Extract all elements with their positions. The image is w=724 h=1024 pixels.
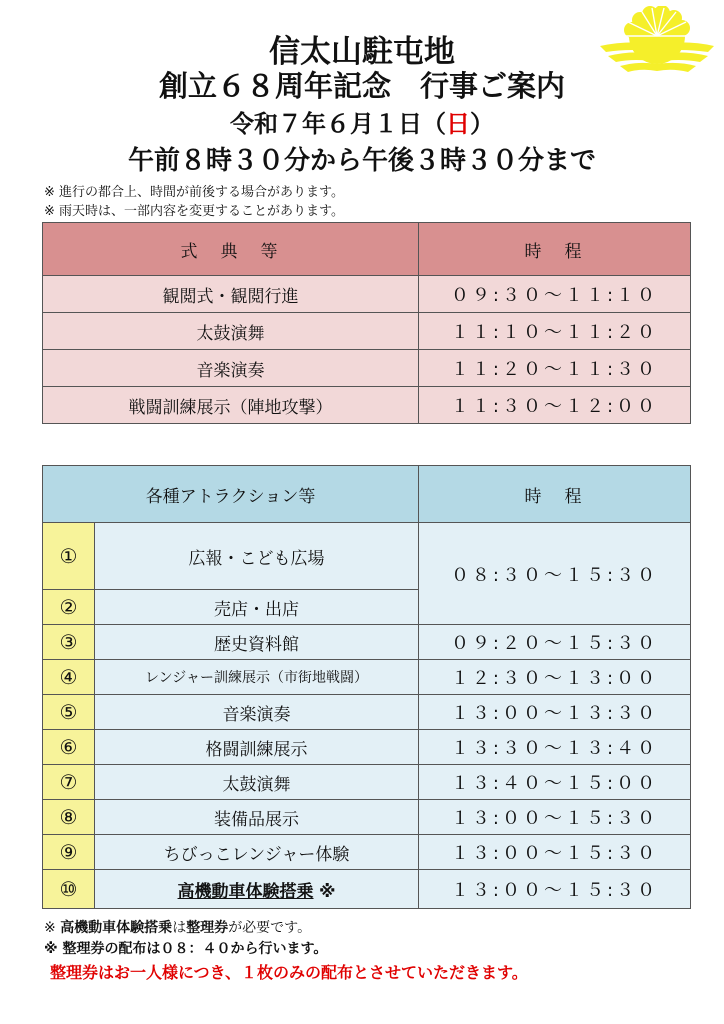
attraction-name: 売店・出店 bbox=[95, 590, 419, 625]
table-row bbox=[43, 765, 691, 800]
footer-note-limit: 整理券はお一人様につき、１枚のみの配布とさせていただきます。 bbox=[50, 963, 528, 982]
event-hours: 午前８時３０分から午後３時３０分まで bbox=[127, 146, 596, 176]
table-row bbox=[43, 625, 691, 660]
attraction-time: ０９:２０～１５:３０ bbox=[419, 625, 691, 660]
table-row bbox=[43, 350, 691, 387]
attraction-name: レンジャー訓練展示（市街地戦闘） bbox=[95, 660, 419, 695]
footer-note-particle: は bbox=[172, 920, 187, 936]
attraction-time: １３:４０～１５:００ bbox=[419, 765, 691, 800]
attraction-number: ⑦ bbox=[43, 765, 95, 800]
ceremony-event: 観閲式・観閲行進 bbox=[43, 276, 419, 313]
table-row bbox=[43, 800, 691, 835]
attraction-number: ⑤ bbox=[43, 695, 95, 730]
attraction-header-time: 時 程 bbox=[419, 466, 691, 523]
table-row bbox=[43, 695, 691, 730]
attraction-number: ⑩ bbox=[43, 870, 95, 909]
attraction-number: ④ bbox=[43, 660, 95, 695]
attraction-name: 歴史資料館 bbox=[95, 625, 419, 660]
table-row bbox=[43, 730, 691, 765]
page-subtitle: 創立６８周年記念 行事ご案内 bbox=[158, 69, 565, 103]
attraction-number: ② bbox=[43, 590, 95, 625]
attraction-name: 音楽演奏 bbox=[95, 695, 419, 730]
ceremony-time: １１:３０～１２:００ bbox=[419, 387, 691, 424]
ceremony-time: １１:１０～１１:２０ bbox=[419, 313, 691, 350]
attraction-number: ③ bbox=[43, 625, 95, 660]
attraction-time: ０８:３０～１５:３０ bbox=[419, 523, 691, 625]
event-date bbox=[0, 104, 724, 139]
footer-note-required: が必要です。 bbox=[228, 920, 312, 936]
event-date-day: 日 bbox=[446, 110, 470, 138]
attraction-name: 装備品展示 bbox=[95, 800, 419, 835]
event-date-prefix: 令和７年６月１日（ bbox=[230, 110, 446, 138]
ceremony-event: 音楽演奏 bbox=[43, 350, 419, 387]
table-row bbox=[43, 660, 691, 695]
attraction-mark: ※ bbox=[318, 881, 336, 902]
attraction-number: ⑥ bbox=[43, 730, 95, 765]
attraction-time: １３:００～１３:３０ bbox=[419, 695, 691, 730]
attraction-number: ① bbox=[43, 523, 95, 590]
attraction-header-name: 各種アトラクション等 bbox=[43, 466, 419, 523]
attraction-name: 格闘訓練展示 bbox=[95, 730, 419, 765]
ceremony-table-header bbox=[43, 223, 691, 276]
table-row bbox=[43, 870, 691, 909]
ceremony-time: ０９:３０～１１:１０ bbox=[419, 276, 691, 313]
table-row bbox=[43, 276, 691, 313]
ceremony-event: 戦闘訓練展示（陣地攻撃） bbox=[43, 387, 419, 424]
attraction-name: ちびっこレンジャー体験 bbox=[95, 835, 419, 870]
ceremony-header-time: 時 程 bbox=[419, 223, 691, 276]
page-title: 信太山駐屯地 bbox=[269, 34, 455, 70]
attraction-time: １３:００～１５:３０ bbox=[419, 800, 691, 835]
attraction-time: １２:３０～１３:００ bbox=[419, 660, 691, 695]
attraction-number: ⑧ bbox=[43, 800, 95, 835]
attraction-table-header bbox=[43, 466, 691, 523]
note-schedule-change: ※ 進行の都合上、時間が前後する場合があります。 bbox=[44, 185, 344, 200]
attraction-name-cell bbox=[95, 870, 419, 909]
attraction-time: １３:００～１５:３０ bbox=[419, 835, 691, 870]
ceremony-event: 太鼓演舞 bbox=[43, 313, 419, 350]
footer-note-prefix: ※ bbox=[44, 920, 61, 936]
table-row bbox=[43, 835, 691, 870]
ceremony-header-event: 式 典 等 bbox=[43, 223, 419, 276]
table-row bbox=[43, 313, 691, 350]
footer-note-distribution: ※ 整理券の配布は０８：４０から行います。 bbox=[44, 941, 328, 957]
table-row bbox=[43, 523, 691, 590]
attraction-name: 太鼓演舞 bbox=[95, 765, 419, 800]
note-rain: ※ 雨天時は、一部内容を変更することがあります。 bbox=[44, 204, 344, 219]
attraction-time: １３:００～１５:３０ bbox=[419, 870, 691, 909]
attraction-name: 広報・こども広場 bbox=[95, 523, 419, 590]
table-row bbox=[43, 387, 691, 424]
attraction-time: １３:３０～１３:４０ bbox=[419, 730, 691, 765]
attraction-name: 高機動車体験搭乗 bbox=[177, 881, 314, 902]
footer-note-ticket: 整理券 bbox=[186, 920, 229, 936]
ceremony-table bbox=[42, 222, 691, 424]
ceremony-time: １１:２０～１１:３０ bbox=[419, 350, 691, 387]
attraction-number: ⑨ bbox=[43, 835, 95, 870]
footer-note-vehicle: 高機動車体験搭乗 bbox=[60, 920, 173, 936]
footer-note-ticket-required bbox=[44, 917, 311, 937]
event-date-suffix: ） bbox=[470, 110, 494, 138]
attraction-table bbox=[42, 465, 691, 909]
